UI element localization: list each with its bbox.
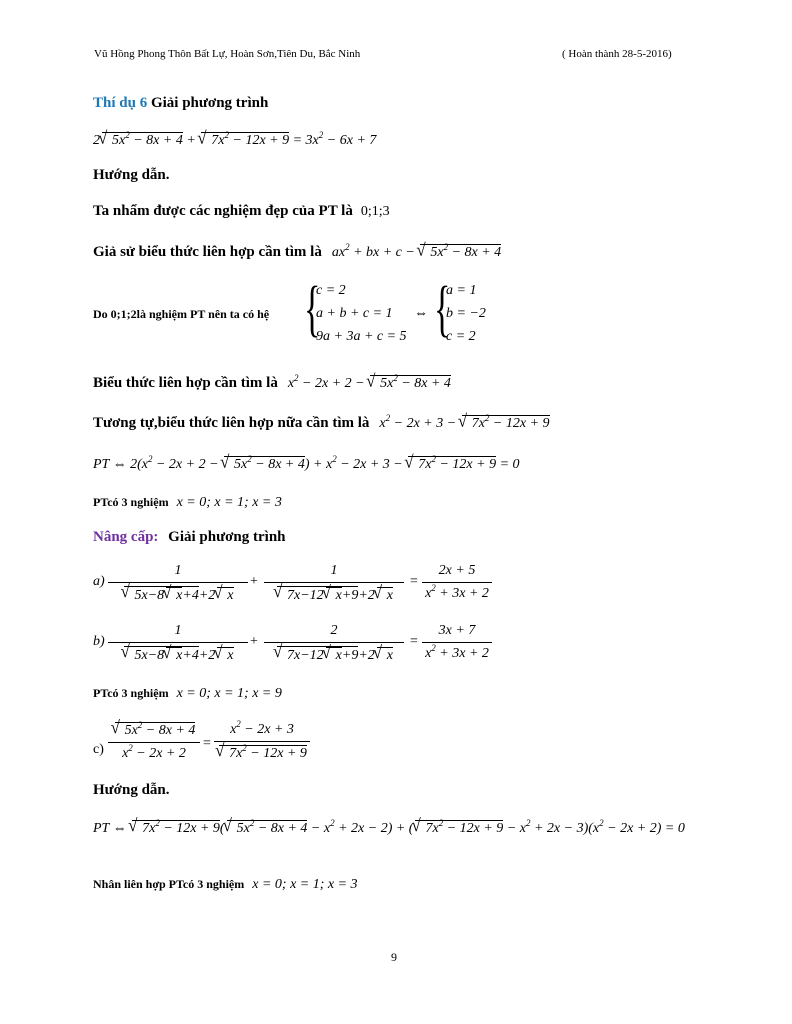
upgrade-label: Nâng cấp: <box>93 529 159 545</box>
example-title: Giải phương trình <box>150 95 269 111</box>
c-frac-1: √ $\frac{5x^2 - 8x + 4}{x^2 - 2x + 2}$ <box>108 722 200 762</box>
conj1-line <box>93 374 451 392</box>
a-label: a) <box>93 574 105 589</box>
a-frac-3: $\frac{2x + 5}{x^2 + 3x + 2}$ <box>422 563 492 602</box>
example-label: Thí dụ 6 <box>93 95 148 111</box>
a-frac-1: 1 √ 5x−8√ x+4+2√ x <box>108 563 248 604</box>
eq-a: = <box>410 574 418 589</box>
guide2-heading: Hướng dẫn. <box>93 782 170 798</box>
pt-line-1: PT ⇔ $2(x^2 - 2x + 2$ − √ $5x^2 - 8x + 4) + x^2 - 2x + 3$ − √ $7x^2 - 12x + 9 = 0$ <box>93 456 520 473</box>
roots-text-1: PTcó 3 nghiệm <box>93 495 169 509</box>
system-right-3: c = 2 <box>446 329 476 344</box>
plus-b: + <box>250 634 258 649</box>
system-right-2: b = −2 <box>446 306 486 321</box>
roots-line-2 <box>93 684 282 702</box>
plus-a: + <box>250 574 258 589</box>
guide-heading: Hướng dẫn. <box>93 167 170 183</box>
guess-text: Ta nhẩm được các nghiệm đẹp của PT là <box>93 203 353 219</box>
conj2-text: Tương tự,biểu thức liên hợp nữa cần tìm là <box>93 415 370 431</box>
roots-expr-2: x = 0; x = 1; x = 9 <box>176 686 282 701</box>
eq-c: = <box>203 736 211 751</box>
assume-line <box>93 243 501 261</box>
conj1-expr: $x^2 - 2x + 2$ − √ $5x^2 - 8x + 4$ <box>288 376 451 391</box>
b-label: b) <box>93 634 105 649</box>
c-label: c) <box>93 742 104 757</box>
roots-line-3 <box>93 875 358 893</box>
assume-expr: $ax^2$ + bx + c − √ $5x^2 - 8x + 4$ <box>332 245 501 260</box>
upgrade-title: Giải phương trình <box>168 529 286 545</box>
system-left-2: a + b + c = 1 <box>316 306 393 321</box>
system-left-3: 9a + 3a + c = 5 <box>316 329 407 344</box>
a-frac-2: 1 √ 7x−12√ x+9+2√ x <box>264 563 404 604</box>
roots-text-3: Nhân liên hợp PTcó 3 nghiệm <box>93 877 245 891</box>
system-right-1: a = 1 <box>446 283 477 298</box>
b-frac-3: $\frac{3x + 7}{x^2 + 3x + 2}$ <box>422 623 492 662</box>
system-text: Do 0;1;2là nghiệm PT nên ta có hệ <box>93 307 270 321</box>
example-equation: 2√ $5x^2 - 8x + 4$ + √ $7x^2 - 12x + 9 = 3x^2 - 6x + 7$ <box>93 132 376 149</box>
guess-line <box>93 202 390 220</box>
header-author: Vũ Hồng Phong Thôn Bất Lự, Hoàn Sơn,Tiên Du, Bắc Ninh <box>94 48 361 60</box>
upgrade-heading <box>93 529 286 546</box>
conj1-text: Biểu thức liên hợp cần tìm là <box>93 375 278 391</box>
c-frac-2: $x^2 - 2x + 3$ √ $7x^2 - 12x + 9$ <box>214 722 310 762</box>
assume-text: Giả sử biểu thức liên hợp cần tìm là <box>93 244 322 260</box>
eq-b: = <box>410 634 418 649</box>
roots-expr-1: x = 0; x = 1; x = 3 <box>176 495 282 510</box>
conj2-line <box>93 414 550 432</box>
b-frac-2: 2 √ 7x−12√ x+9+2√ x <box>264 623 404 664</box>
roots-line-1 <box>93 493 282 511</box>
example-heading <box>93 95 268 112</box>
roots-expr-3: x = 0; x = 1; x = 3 <box>252 877 358 892</box>
pt-line-2: PT ⇔ √ $7x^2 - 12x + 9(√$ $5x^2 - 8x + 4 - x^2 + 2x - 2$) + (√ $7x^2 - 12x + 9 - x^2 + 2x - 3)(x^2 - 2x + 2) = 0$ <box>93 820 685 837</box>
equiv-sign: ⇔ <box>414 306 428 321</box>
guess-roots: 0;1;3 <box>360 204 390 219</box>
header-date: ( Hoàn thành 28-5-2016) <box>562 48 672 60</box>
conj2-expr: $x^2 - 2x + 3$ − √ $7x^2 - 12x + 9$ <box>379 416 549 431</box>
right-brace: { <box>434 275 451 343</box>
roots-text-2: PTcó 3 nghiệm <box>93 686 169 700</box>
left-brace: { <box>304 275 321 343</box>
system-left-1: c = 2 <box>316 283 346 298</box>
b-frac-1: 1 √ 5x−8√ x+4+2√ x <box>108 623 248 664</box>
page-number: 9 <box>391 950 397 964</box>
